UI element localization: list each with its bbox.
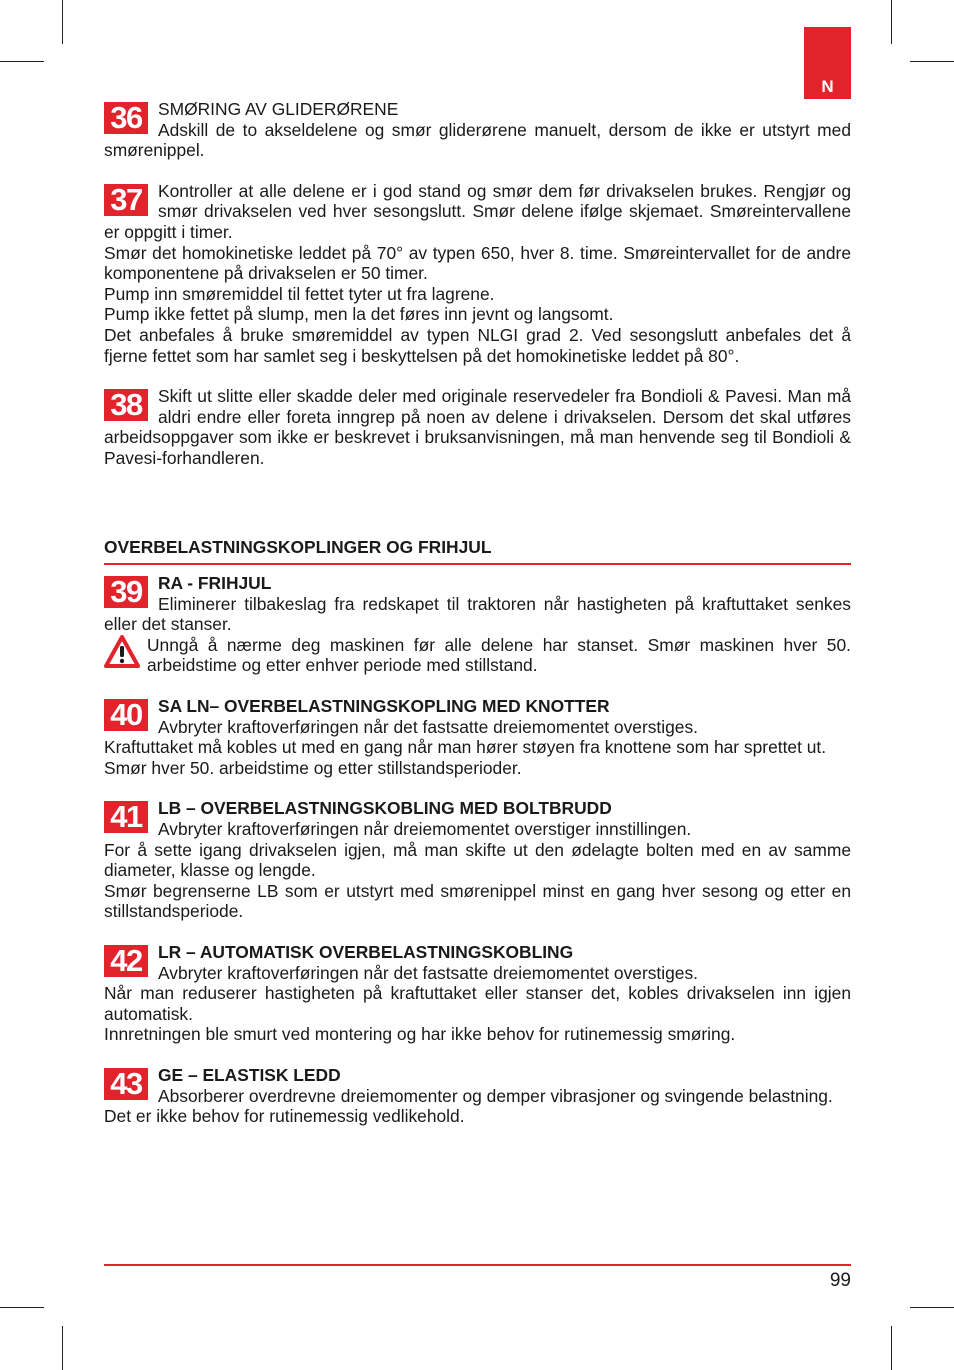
crop-mark — [62, 1326, 63, 1370]
crop-mark — [891, 0, 892, 44]
crop-mark — [910, 61, 954, 62]
paragraph: Smør begrenserne LB som er utstyrt med smørenippel minst en gang hver sesong og etter en stillstandsperiode. — [104, 880, 851, 922]
section-title: GE – ELASTISK LEDD — [158, 1064, 341, 1085]
page-number: 99 — [829, 1270, 851, 1291]
paragraph: Pump ikke fettet på slump, men la det føres inn jevnt og langsomt. — [104, 304, 614, 325]
section-36 — [104, 99, 851, 161]
paragraph: Det anbefales å bruke smøremiddel av typen NLGI grad 2. Ved sesongslutt anbefales det å fjerne fettet som har samlet seg i beskyttelsen på det homokinetiske leddet på 80°. — [104, 324, 851, 366]
paragraph: Når man reduserer hastigheten på kraftuttaket eller stanser det, kobles drivakselen inn igjen automatisk. — [104, 983, 851, 1024]
paragraph: Skift ut slitte eller skadde deler med originale reservedeler fra Bondioli & Pavesi. Man må aldri endre eller foreta inngrep på noen av delene i drivakselen. Dersom det skal utføres arbeidsoppgaver som ikke er beskrevet i bruksanvisningen, må man henvende seg til Bondioli & Pavesi-forhandleren. — [104, 386, 851, 468]
step-number-badge: 36 — [104, 102, 148, 134]
section-title: LB – OVERBELASTNINGSKOBLING MED BOLTBRUDD — [158, 798, 612, 819]
section-title: SA LN– OVERBELASTNINGSKOPLING MED KNOTTER — [158, 696, 610, 717]
warning-text: Unngå å nærme deg maskinen før alle delene har stanset. Smør maskinen hver 50. arbeidstime og etter enhver periode med stillstand. — [147, 634, 851, 676]
paragraph: Avbryter kraftoverføringen når det fastsatte dreiemomentet overstiges. — [158, 716, 699, 737]
section-title: LR – AUTOMATISK OVERBELASTNINGSKOBLING — [158, 942, 574, 962]
step-number-badge: 38 — [104, 389, 148, 421]
paragraph: Kontroller at alle delene er i god stand og smør dem før drivakselen brukes. Rengjør og smør drivakselen ved hver sesongslutt. Smør delene ifølge skjemaet. Smøreintervallene er oppgitt i timer. — [104, 180, 851, 242]
paragraph: For å sette igang drivakselen igjen, må man skifte ut den ødelagte bolten med en av samme diameter, klasse og lengde. — [104, 839, 851, 881]
warning-triangle-icon — [104, 635, 140, 669]
section-42 — [104, 942, 851, 1045]
paragraph: Pump inn smøremiddel til fettet tyter ut fra lagrene. — [104, 283, 495, 304]
crop-mark — [0, 61, 44, 62]
section-37 — [104, 181, 851, 366]
paragraph: Eliminerer tilbakeslag fra redskapet til traktoren når hastigheten på kraftuttaket senkes eller det stanser. — [104, 593, 851, 635]
crop-mark — [0, 1307, 44, 1308]
language-tab — [804, 27, 851, 99]
section-40 — [104, 696, 851, 778]
paragraph: Absorberer overdrevne dreiemomenter og demper vibrasjoner og svingende belastning. — [158, 1085, 833, 1106]
paragraph: Smør hver 50. arbeidstime og etter stillstandsperioder. — [104, 757, 522, 778]
step-number-badge: 39 — [104, 576, 148, 608]
step-number-badge: 43 — [104, 1068, 148, 1100]
paragraph: Smør det homokinetiske leddet på 70° av typen 650, hver 8. time. Smøreintervallet for de andre komponentene på drivakselen er 50 timer. — [104, 242, 851, 284]
step-number-badge: 42 — [104, 945, 148, 977]
page-content — [104, 99, 851, 1127]
section-title: SMØRING AV GLIDERØRENE — [158, 99, 399, 119]
paragraph: Det er ikke behov for rutinemessig vedlikehold. — [104, 1106, 465, 1127]
paragraph: Avbryter kraftoverføringen når dreiemomentet overstiger innstillingen. — [158, 819, 692, 840]
section-43 — [104, 1065, 851, 1127]
section-38 — [104, 386, 851, 468]
step-number-badge: 41 — [104, 801, 148, 833]
section-title: RA - FRIHJUL — [158, 573, 272, 594]
paragraph: Avbryter kraftoverføringen når det fastsatte dreiemomentet overstiges. — [158, 962, 699, 983]
section-41 — [104, 798, 851, 922]
crop-mark — [62, 0, 63, 44]
language-code: N — [821, 77, 834, 96]
warning-note — [104, 635, 851, 676]
paragraph: Adskill de to akseldelene og smør gliderørene manuelt, dersom de ikke er utstyrt med smørenippel. — [104, 119, 851, 161]
step-number-badge: 40 — [104, 699, 148, 731]
footer-divider — [104, 1264, 851, 1266]
crop-mark — [891, 1326, 892, 1370]
paragraph: Innretningen ble smurt ved montering og har ikke behov for rutinemessig smøring. — [104, 1024, 736, 1045]
section-heading: OVERBELASTNINGSKOPLINGER OG FRIHJUL — [104, 537, 851, 566]
step-number-badge: 37 — [104, 184, 148, 216]
paragraph: Kraftuttaket må kobles ut med en gang når man hører støyen fra knottene som har sprettet ut. — [104, 737, 827, 758]
section-39 — [104, 573, 851, 676]
crop-mark — [910, 1307, 954, 1308]
